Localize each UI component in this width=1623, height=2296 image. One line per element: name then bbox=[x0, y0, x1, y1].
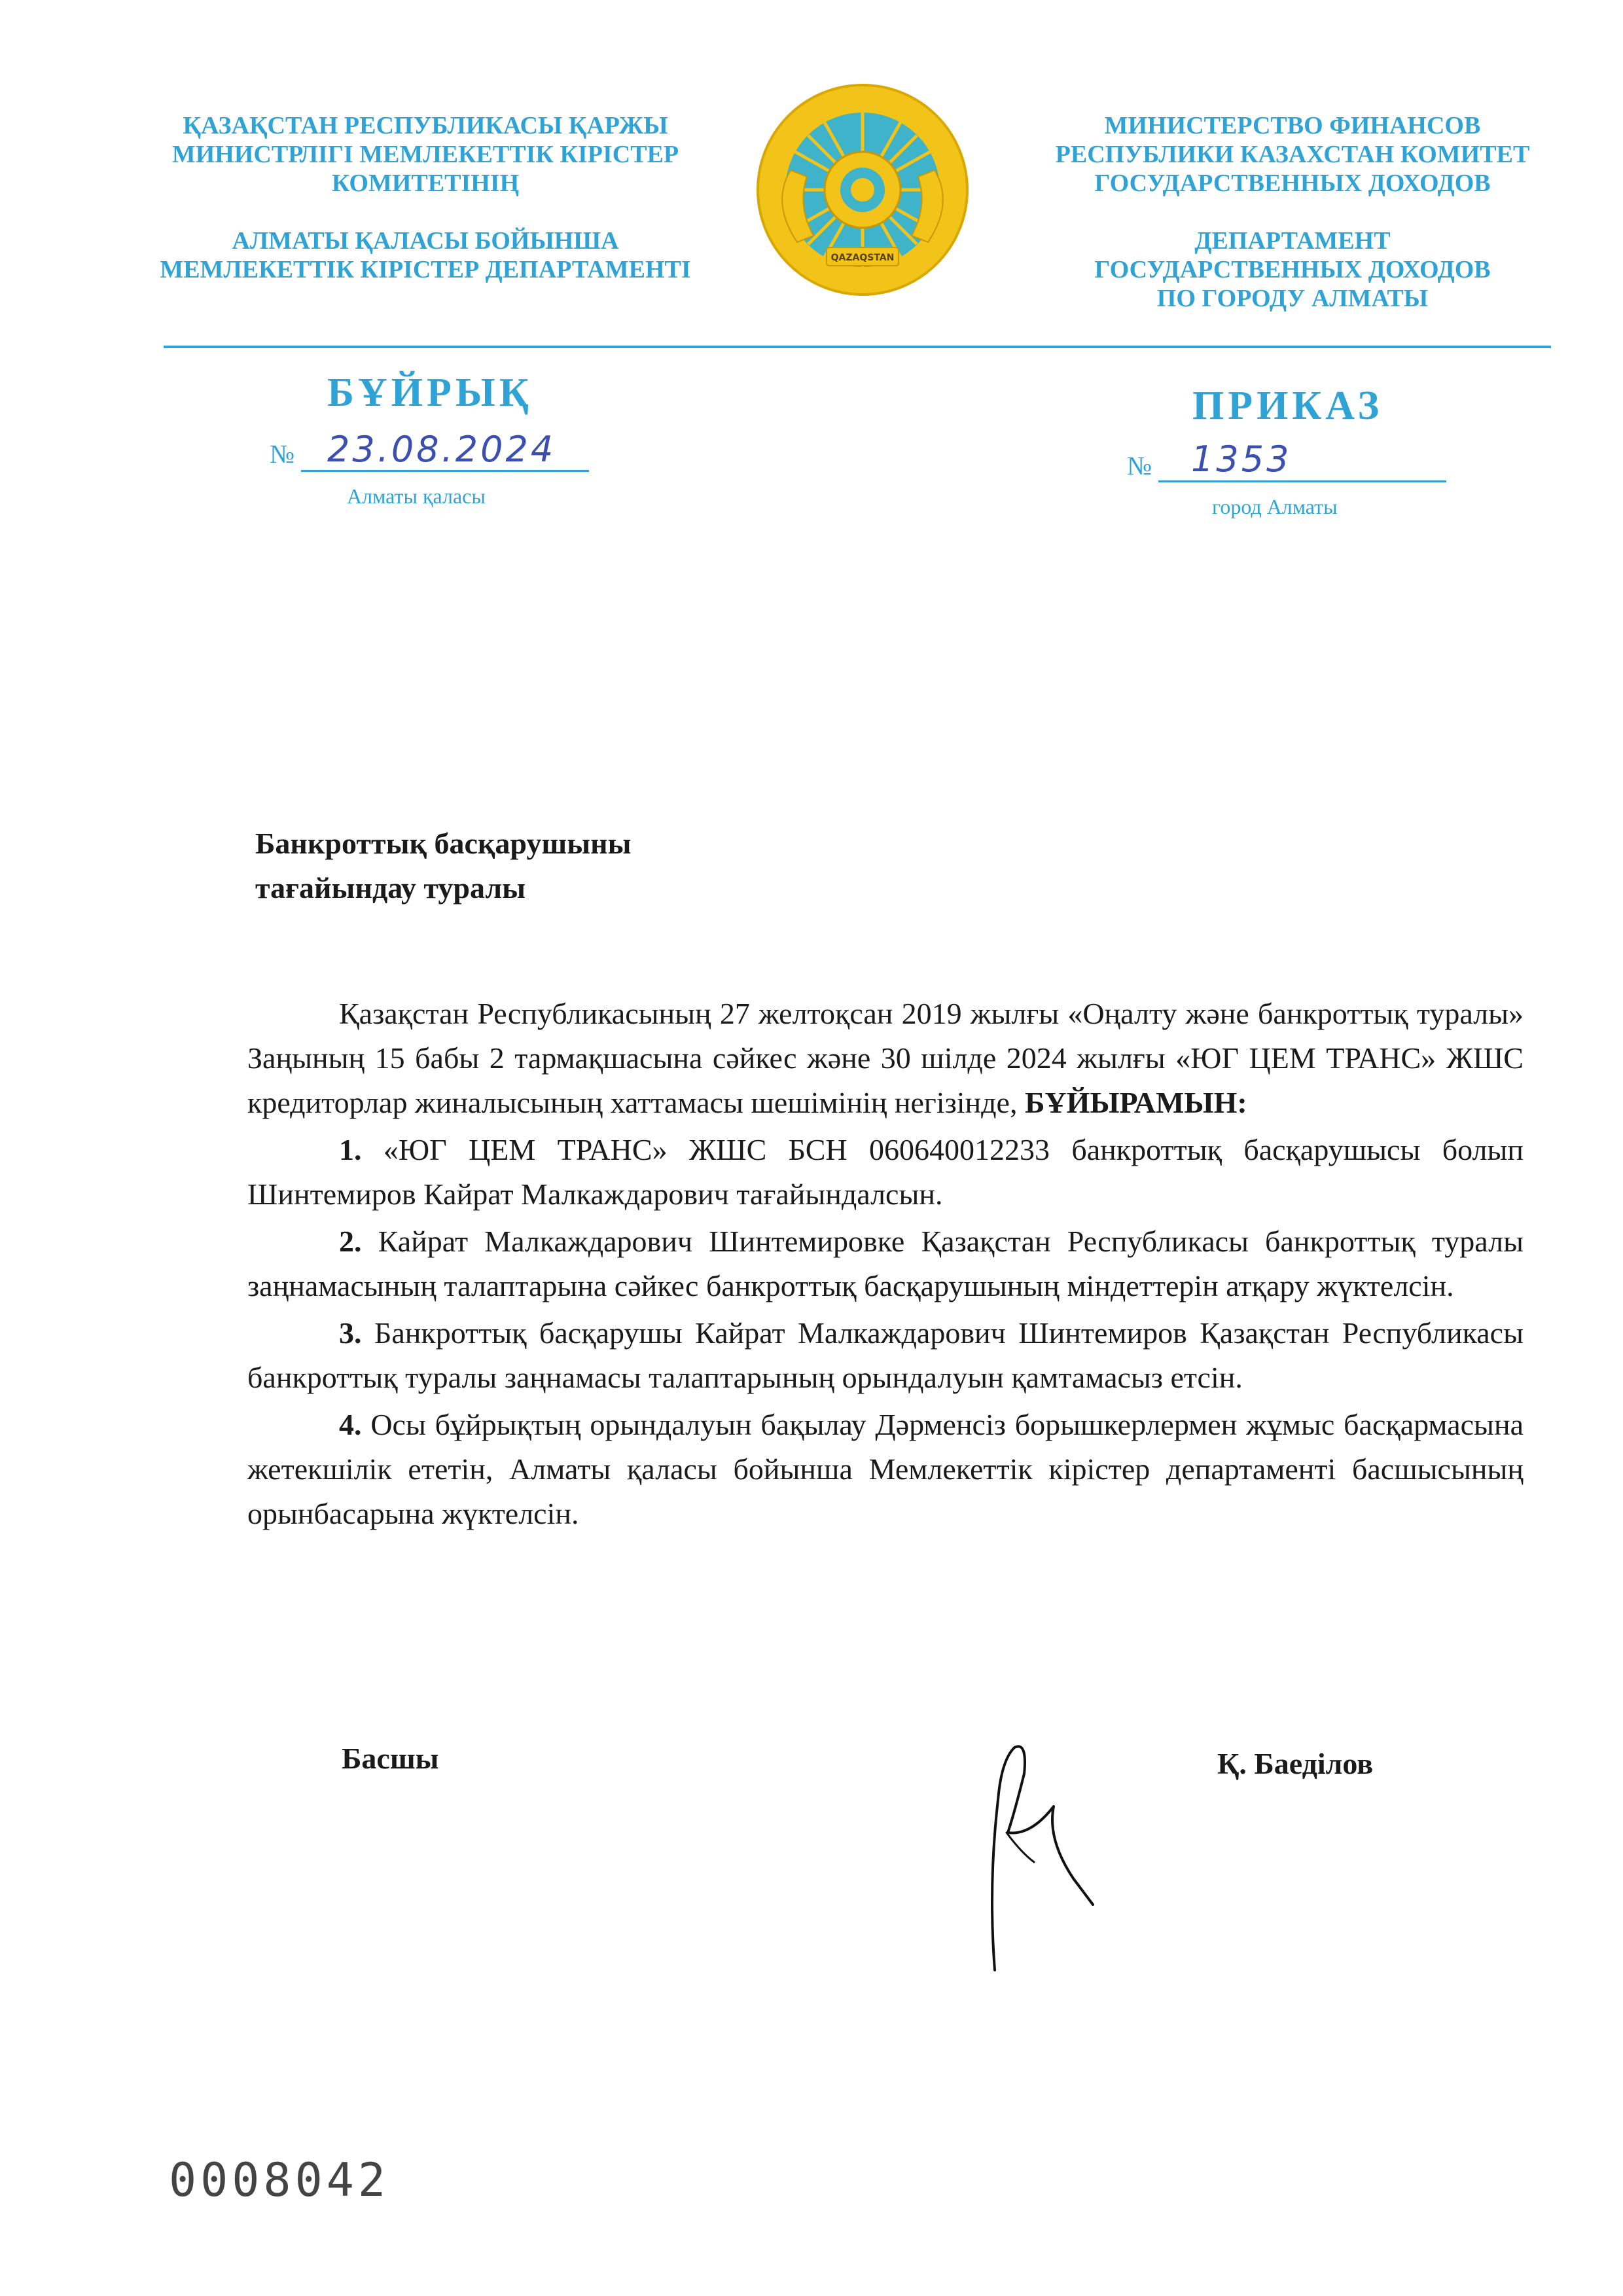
item-text: «ЮГ ЦЕМ ТРАНС» ЖШС БСН 060640012233 банкроттық басқарушысы болып Шинтемиров Кайрат Малкаждарович тағайындалсын. bbox=[247, 1133, 1524, 1211]
city-ru: город Алматы bbox=[1212, 495, 1338, 518]
header-left-line: МЕМЛЕКЕТТІК КІРІСТЕР ДЕПАРТАМЕНТІ bbox=[160, 256, 691, 283]
item-number: 3. bbox=[339, 1316, 362, 1350]
header-right-line: ГОСУДАРСТВЕННЫХ ДОХОДОВ bbox=[1094, 170, 1491, 197]
header-left-line: МИНИСТРЛІГІ МЕМЛЕКЕТТІК КІРІСТЕР bbox=[171, 141, 679, 168]
item-number: 2. bbox=[339, 1225, 362, 1258]
item-text: Кайрат Малкаждарович Шинтемировке Қазақстан Республикасы банкроттық туралы заңнамасының талаптарына сәйкес банкроттық басқарушының міндеттерін атқару жүктелсін. bbox=[247, 1225, 1524, 1302]
handwritten-number: 1353 bbox=[1191, 439, 1292, 480]
order-item bbox=[247, 1128, 1524, 1217]
item-number: 4. bbox=[339, 1408, 362, 1441]
subject-line: Банкроттық басқарушыны bbox=[255, 827, 632, 860]
header-left-line: АЛМАТЫ ҚАЛАСЫ БОЙЫНША bbox=[232, 227, 619, 255]
serial-number: 0008042 bbox=[169, 2153, 390, 2207]
signatory-position: Басшы bbox=[342, 1742, 439, 1775]
header-divider bbox=[164, 346, 1551, 348]
item-number: 1. bbox=[339, 1133, 362, 1166]
order-title-ru: ПРИКАЗ bbox=[1192, 384, 1383, 428]
state-emblem-icon bbox=[751, 79, 974, 301]
emblem-label: QAZAQSTAN bbox=[830, 253, 895, 263]
handwritten-date: 23.08.2024 bbox=[327, 429, 556, 470]
header-right-line: ГОСУДАРСТВЕННЫХ ДОХОДОВ bbox=[1094, 256, 1491, 283]
item-text: Банкроттық басқарушы Кайрат Малкаждарович Шинтемиров Қазақстан Республикасы банкроттық туралы заңнамасы талаптарының орындалуын қамтамасыз етсін. bbox=[247, 1316, 1524, 1394]
document-body bbox=[247, 992, 1524, 1539]
order-title-kz: БҰЙРЫҚ bbox=[327, 370, 533, 415]
handwritten-signature bbox=[969, 1721, 1126, 1983]
header-left-line: ҚАЗАҚСТАН РЕСПУБЛИКАСЫ ҚАРЖЫ bbox=[183, 112, 668, 139]
intro-paragraph bbox=[247, 992, 1524, 1125]
number-line-left bbox=[301, 470, 589, 472]
intro-text: Қазақстан Республикасының 27 желтоқсан 2019 жылғы «Оңалту және банкроттық туралы» Заңының 15 бабы 2 тармақшасына сәйкес және 30 шілде 2024 жылғы «ЮГ ЦЕМ ТРАНС» ЖШС кредиторлар жиналысының хаттамасы шешімінің негізінде, bbox=[247, 997, 1524, 1119]
number-line-right bbox=[1158, 480, 1446, 482]
header-right-line: ПО ГОРОДУ АЛМАТЫ bbox=[1156, 285, 1429, 312]
city-kz: Алматы қаласы bbox=[347, 484, 486, 508]
header-left bbox=[157, 111, 694, 284]
header-right-line: РЕСПУБЛИКИ КАЗАХСТАН КОМИТЕТ bbox=[1055, 141, 1530, 168]
order-item bbox=[247, 1219, 1524, 1308]
item-text: Осы бұйрықтың орындалуын бақылау Дәрменсіз борышкерлермен жұмыс басқармасына жетекшілік ететін, Алматы қаласы бойынша Мемлекеттік кірістер департаменті басшысының орынбасарына жүктелсін. bbox=[247, 1408, 1524, 1530]
header-right bbox=[1021, 111, 1564, 313]
document-subject bbox=[255, 821, 632, 910]
number-sign-left: № bbox=[270, 439, 295, 469]
number-sign-right: № bbox=[1127, 451, 1152, 480]
header-left-line: КОМИТЕТІНІҢ bbox=[331, 170, 520, 197]
subject-line: тағайындау туралы bbox=[255, 871, 526, 905]
header-right-line: МИНИСТЕРСТВО ФИНАНСОВ bbox=[1104, 112, 1481, 139]
order-item bbox=[247, 1403, 1524, 1536]
order-item bbox=[247, 1311, 1524, 1400]
header-right-line: ДЕПАРТАМЕНТ bbox=[1194, 227, 1391, 255]
signatory-name: Қ. Баеділов bbox=[1217, 1747, 1374, 1780]
order-word: БҰЙЫРАМЫН: bbox=[1024, 1086, 1247, 1119]
